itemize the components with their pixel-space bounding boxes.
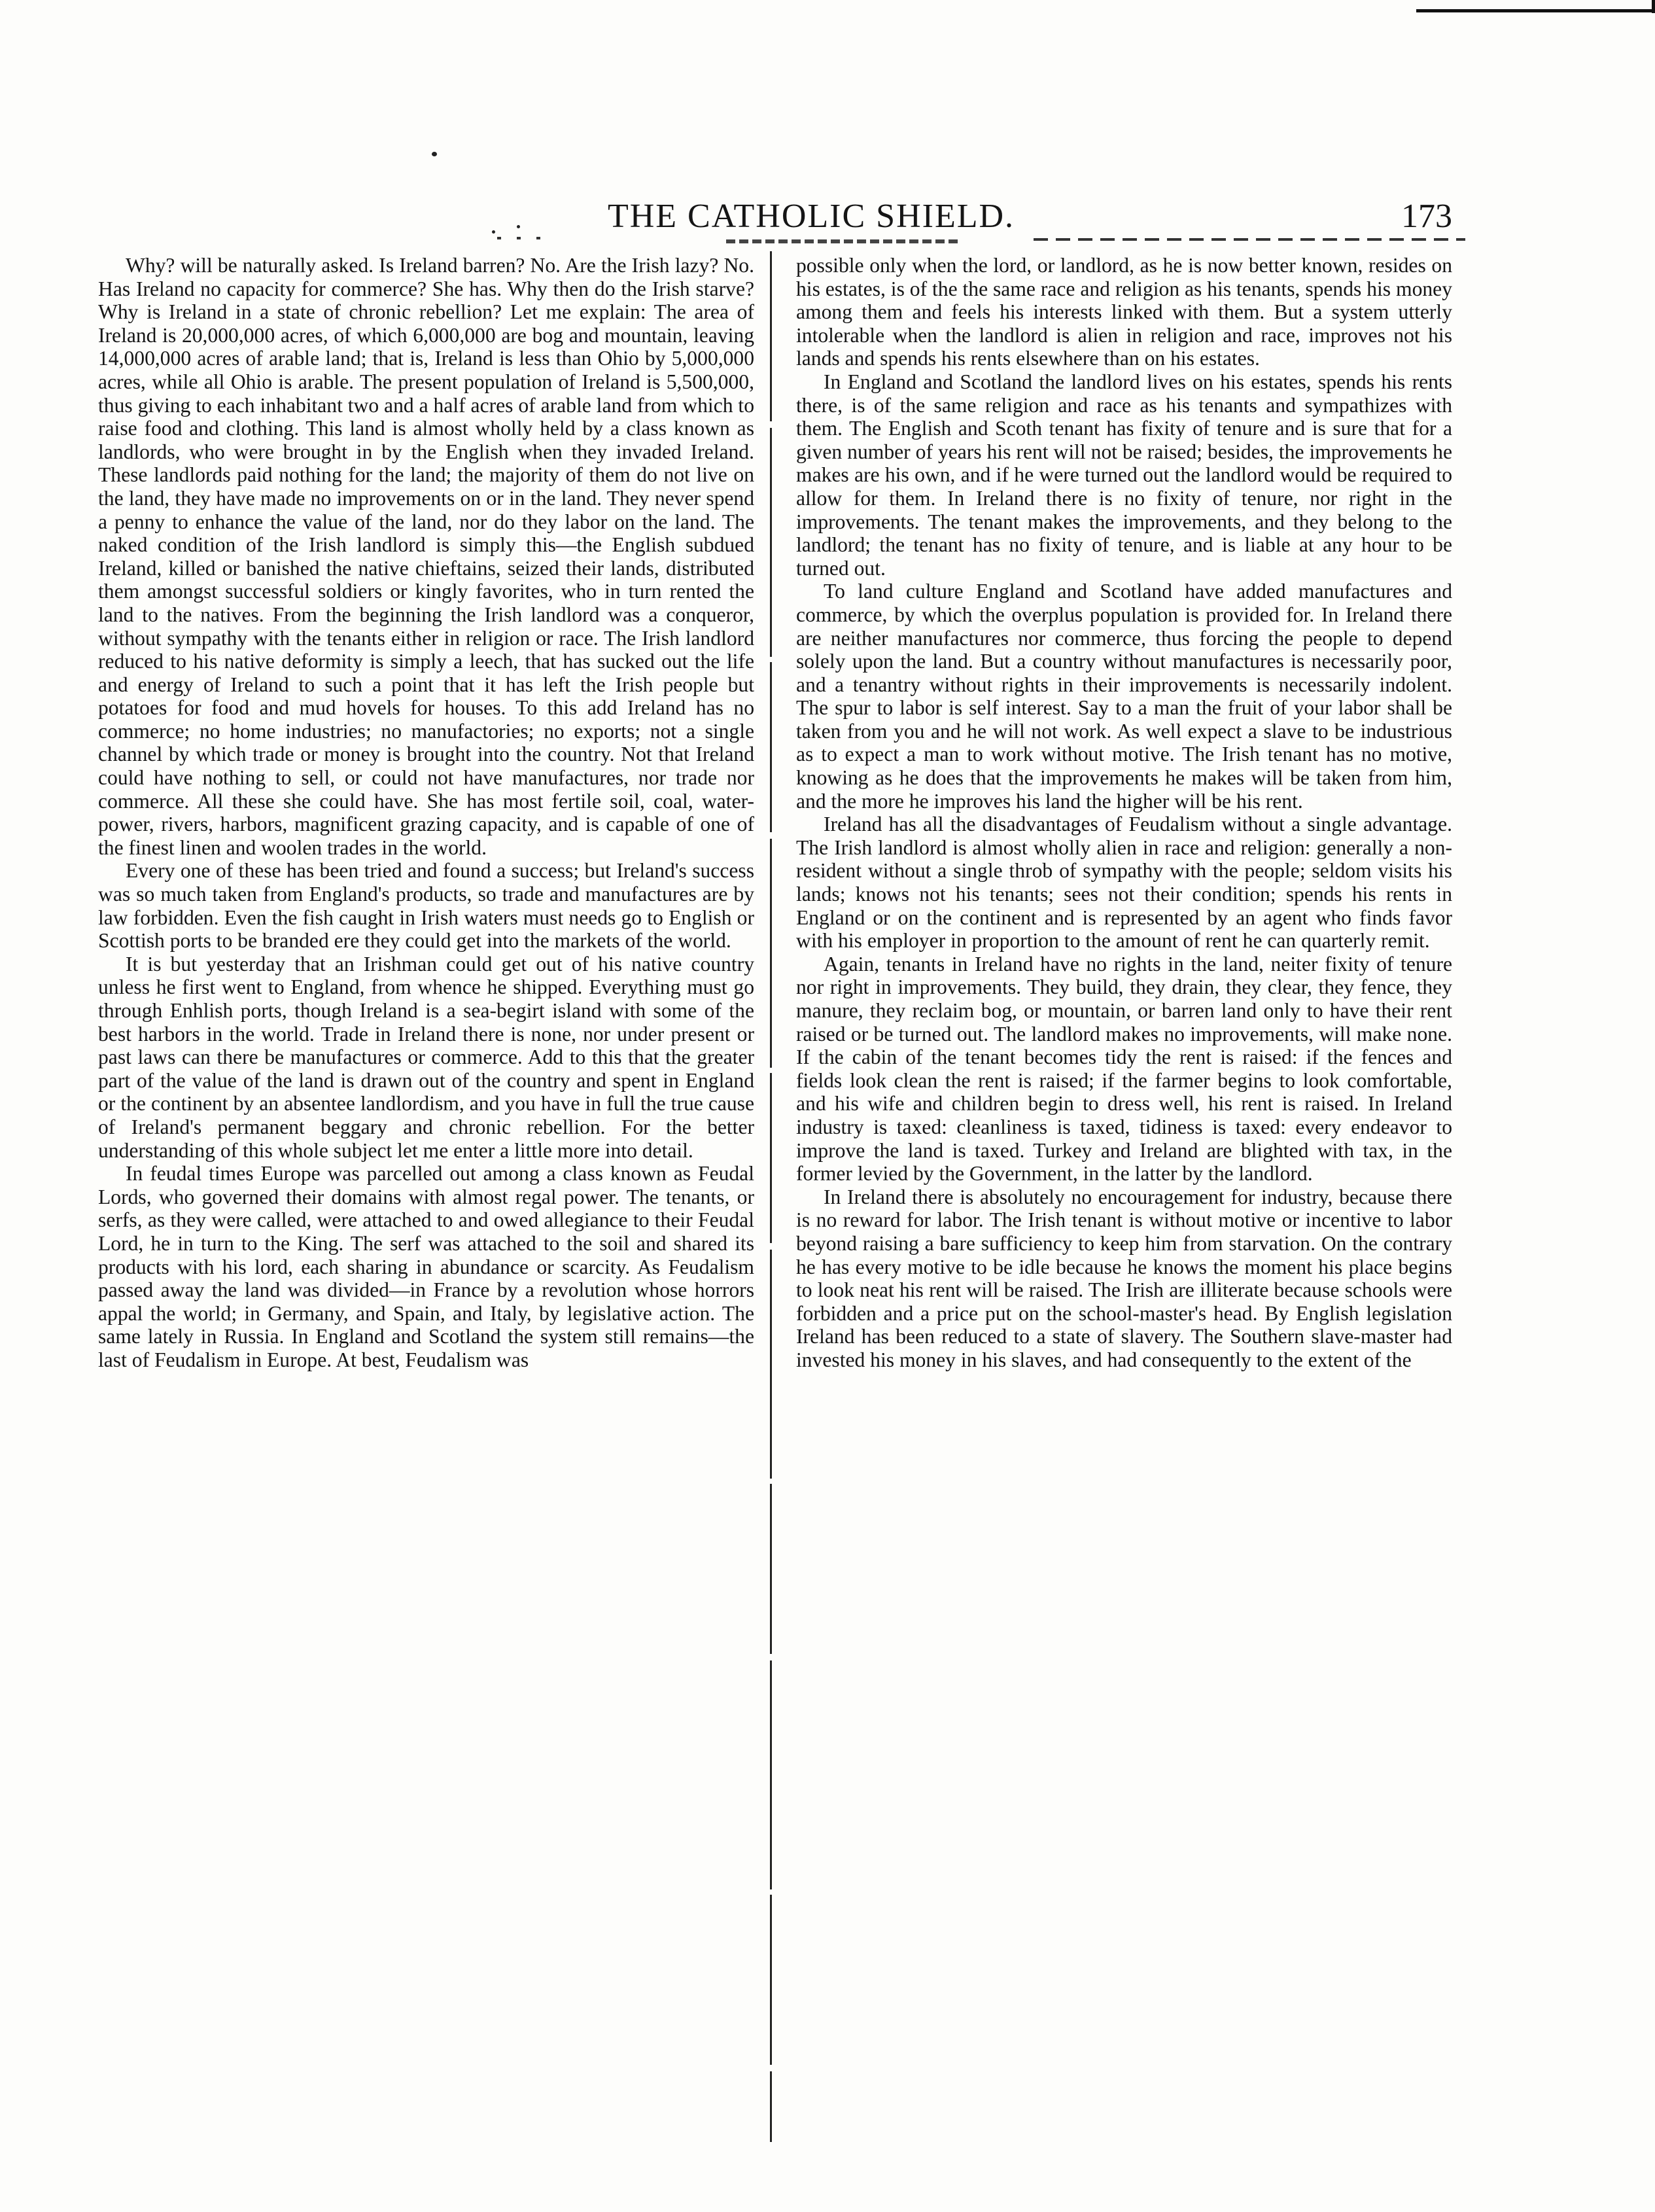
header-rule-middle: [726, 239, 962, 243]
paragraph: Ireland has all the disadvantages of Feudalism without a single advantage. The Irish landlord is almost wholly alien in race and religion: generally a non-resident without a single throb of sympathy with the people; seldom visits his lands; knows not his tenants; sees not their condition; spends his rents in England or on the continent and is represented by an agent who finds favor with his employer in proportion to the amount of rent he can quarterly remit.: [796, 813, 1452, 953]
paragraph: possible only when the lord, or landlord, as he is now better known, resides on his estates, is of the the same race and religion as his tenants, spends his money among them and feels his interests linked with them. But a system utterly intolerable when the landlord is alien in religion and race, improves not his lands and spends his rents elsewhere than on his estates.: [796, 254, 1452, 370]
paragraph: In England and Scotland the landlord lives on his estates, spends his rents there, is of the same religion and race as his tenants and sympathizes with them. The English and Scoth tenant has fixity of tenure and is sure that for a given number of years his rent will not be raised; besides, the improvements he makes are his own, and if he were turned out the landlord would be required to allow for them. In Ireland there is no fixity of tenure, nor right in the improvements. The tenant makes the improvements, and they belong to the landlord; the tenant has no fixity of tenure, and is liable at any hour to be turned out.: [796, 370, 1452, 580]
print-speck: [517, 225, 520, 228]
paragraph: To land culture England and Scotland have added manufactures and commerce, by which the overplus population is provided for. In Ireland there are neither manufactures nor commerce, thus forcing the people to depend solely upon the land. But a country without manufactures is necessarily poor, and a tenantry without rights in their improvements is necessarily indolent. The spur to labor is self interest. Say to a man the fruit of your labor shall be taken from you and he will not work. As well expect a slave to be industrious as to expect a man to work without motive. The Irish tenant has no motive, knowing as he does that the improvements he makes will be taken from him, and the more he improves his land the higher will be his rent.: [796, 580, 1452, 813]
column-divider: [770, 251, 772, 2142]
print-speck: [492, 230, 495, 234]
corner-rule-vertical: [1652, 0, 1655, 13]
paragraph: In Ireland there is absolutely no encouragement for industry, because there is no reward for labor. The Irish tenant is without motive or incentive to labor beyond raising a bare sufficiency to keep him from starvation. On the contrary he has every motive to be idle because he knows the moment his place begins to look neat his rent will be raised. The Irish are illiterate because schools were forbidden and a price put on the school-master's head. By English legislation Ireland has been reduced to a state of slavery. The Southern slave-master had invested his money in his slaves, and had consequently to the extent of the: [796, 1185, 1452, 1371]
paragraph: Every one of these has been tried and found a success; but Ireland's success was so much taken from England's products, so trade and manufactures are by law forbidden. Even the fish caught in Irish waters must needs go to English or Scottish ports to be branded ere they could get into the markets of the world.: [98, 859, 754, 953]
paragraph: It is but yesterday that an Irishman could get out of his native country unless he first went to England, from whence he shipped. Everything must go through Enhlish ports, though Ireland is a sea-begirt island with some of the best harbors in the world. Trade in Ireland there is none, nor under present or past laws can there be manufactures or commerce. Add to this that the greater part of the value of the land is drawn out of the country and spent in England or the continent by an absentee landlordism, and you have in full the true cause of Ireland's permanent beggary and chronic rebellion. For the better understanding of this whole subject let me enter a little more into detail.: [98, 952, 754, 1162]
header-rule-left: [497, 237, 556, 239]
header-rule-right: [1034, 238, 1465, 241]
paragraph: Again, tenants in Ireland have no rights in the land, neiter fixity of tenure nor right in improvements. They build, they drain, they clear, they fence, they manure, they reclaim bog, or mountain, or barren land only to have their rent raised or be turned out. The landlord makes no improvements, will make none. If the cabin of the tenant becomes tidy the rent is raised: if the fences and fields look clean the rent is raised; if the farmer begins to look comfortable, and his wife and children begin to dress well, his rent is raised. In Ireland industry is taxed: cleanliness is taxed, tidiness is taxed: every endeavor to improve the land is taxed. Turkey and Ireland are blighted with tax, in the former levied by the Government, in the latter by the landlord.: [796, 952, 1452, 1185]
page-number: 173: [1401, 198, 1452, 235]
paragraph: Why? will be naturally asked. Is Ireland barren? No. Are the Irish lazy? No. Has Ireland no capacity for commerce? She has. Why then do the Irish starve? Why is Ireland in a state of chronic rebellion? Let me explain: The area of Ireland is 20,000,000 acres, of which 6,000,000 are bog and mountain, leaving 14,000,000 acres of arable land; that is, Ireland is less than Ohio by 5,000,000 acres, while all Ohio is arable. The present population of Ireland is 5,500,000, thus giving to each inhabitant two and a half acres of arable land from which to raise food and clothing. This land is almost wholly held by a class known as landlords, who were brought in by the English when they invaded Ireland. These landlords paid nothing for the land; the majority of them do not live on the land, they have made no improvements on or in the land. They never spend a penny to enhance the value of the land, nor do they labor on the land. The naked condition of the Irish landlord is simply this—the English subdued Ireland, killed or banished the native chieftains, seized their lands, distributed them amongst successful soldiers or kingly favorites, who in turn rented the land to the natives. From the beginning the Irish landlord was a conqueror, without sympathy with the tenants either in religion or race. The Irish landlord reduced to his native deformity is simply a leech, that has sucked out the life and energy of Ireland to such a point that it has left the Irish people but potatoes for food and mud hovels for houses. To this add Ireland has no commerce; no home industries; no manufactories; no exports; not a single channel by which trade or money is brought into the country. Not that Ireland could have nothing to sell, or could not have manufactures, nor trade nor commerce. All these she could have. She has most fertile soil, coal, water-power, rivers, harbors, magnificent grazing capacity, and is capable of one of the finest linen and woolen trades in the world.: [98, 254, 754, 859]
right-column: [796, 254, 1452, 2151]
page-title: THE CATHOLIC SHIELD.: [607, 198, 1015, 235]
left-column: [98, 254, 754, 2151]
paragraph: In feudal times Europe was parcelled out among a class known as Feudal Lords, who governed their domains with almost regal power. The tenants, or serfs, as they were called, were attached to and owed allegiance to their Feudal Lord, he in turn to the King. The serf was attached to the soil and shared its products with his lord, each sharing in abundance or scarcity. As Feudalism passed away the land was divided—in France by a revolution whose horrors appal the world; in Germany, and Spain, and Italy, by legislative action. The same lately in Russia. In England and Scotland the system still remains—the last of Feudalism in Europe. At best, Feudalism was: [98, 1162, 754, 1371]
corner-rule: [1416, 9, 1655, 12]
print-speck: [432, 152, 437, 156]
